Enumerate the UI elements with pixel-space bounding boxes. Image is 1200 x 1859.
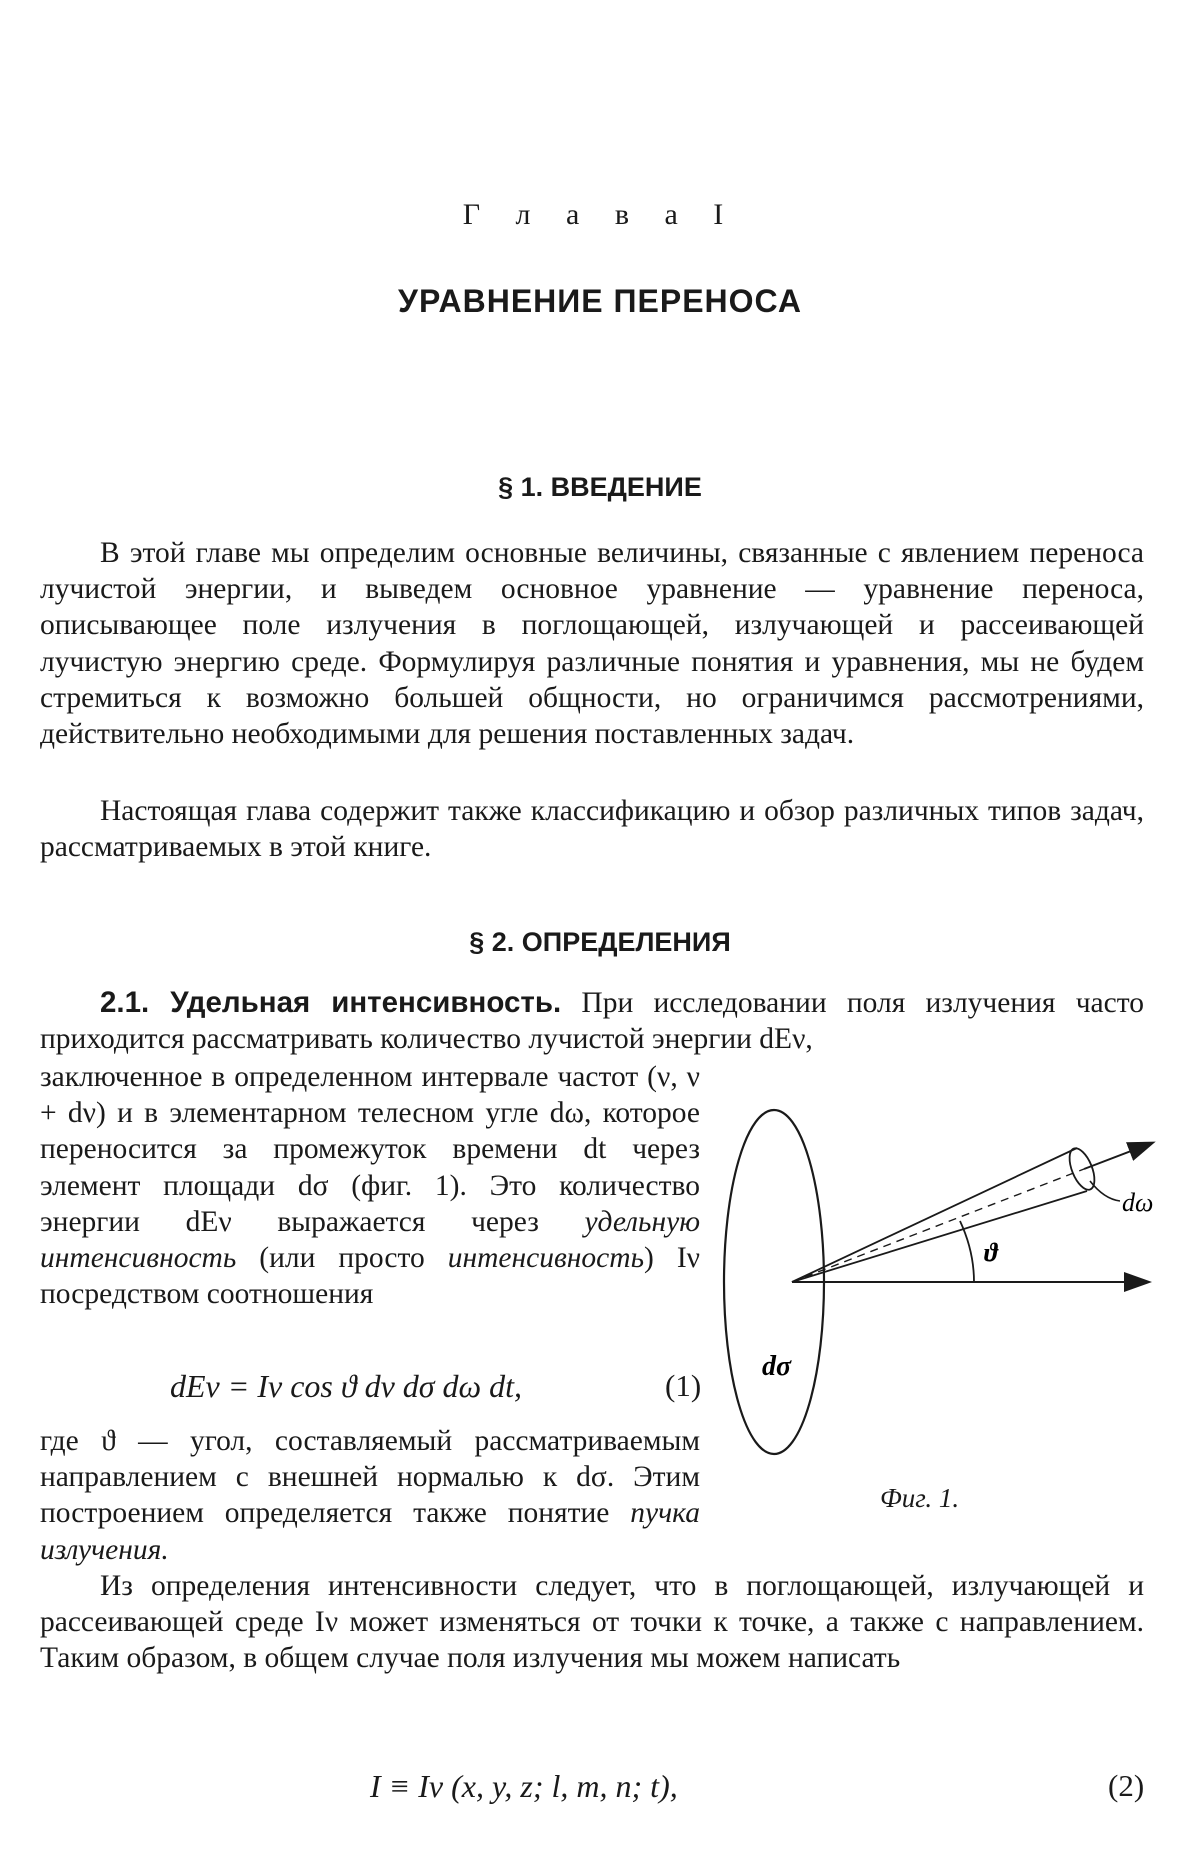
term-specific-intensity: удельную интенсивность xyxy=(40,1205,700,1275)
section-1-title: § 1. ВВЕДЕНИЕ xyxy=(498,472,702,502)
cone-axis xyxy=(792,1169,1084,1282)
direction-arrow xyxy=(1084,1143,1152,1169)
figure-1-diagram xyxy=(712,1085,1162,1470)
intro-paragraph: В этой главе мы определим основные величины, связанные с явлением переноса лучистой энергии, и выведем основное уравнение — уравнение переноса, описывающее поле излучения в поглощающей, излучающей и рассеивающей лучистую энергию среде. Формулируя различные понятия и уравнения, мы не будем стремиться к возможно большей общности, но ограничимся рассмотрениями, действительно необходимыми для решения поставленных задач. xyxy=(40,537,1144,751)
definition-paragraph xyxy=(40,985,1144,1057)
term-beam: пучка излучения. xyxy=(40,1497,700,1566)
angle-paragraph xyxy=(40,1423,700,1568)
definition-text-c: ) Iν посредством соотношения xyxy=(40,1242,700,1311)
equation-1-number: (1) xyxy=(665,1368,702,1403)
chapter-label: Г л а в а I xyxy=(462,198,738,231)
equation-2-number: (2) xyxy=(1108,1768,1145,1803)
equation-2: I ≡ Iν (x, y, z; l, m, n; t), xyxy=(370,1768,678,1804)
cone-edge-bottom xyxy=(792,1191,1087,1282)
subsection-heading: 2.1. Удельная интенсивность. xyxy=(100,986,562,1019)
definition-text-a: заключенное в определенном интервале частот (ν, ν + dν) и в элементарном телесном угле dω, которое переносится за промежуток времени dt через элемент площади dσ (фиг. 1). Это количество энергии dEν выражается через xyxy=(40,1061,700,1238)
domega-label: dω xyxy=(1122,1188,1154,1217)
term-intensity: интенсивность xyxy=(447,1242,645,1275)
definition-paragraph-wrap xyxy=(40,1059,700,1312)
equation-1: dEν = Iν cos ϑ dν dσ dω dt, xyxy=(170,1368,523,1404)
section-2-title: § 2. ОПРЕДЕЛЕНИЯ xyxy=(469,927,731,957)
intro-paragraph-2: Настоящая глава содержит также классификацию и обзор различных типов задач, рассматриваемых в этой книге. xyxy=(40,795,1144,864)
chapter-title: УРАВНЕНИЕ ПЕРЕНОСА xyxy=(398,283,802,319)
angle-text: где ϑ — угол, составляемый рассматриваемым направлением с внешней нормалью к dσ. Этим построением определяется также понятие xyxy=(40,1425,700,1530)
definition-text-start: При исследовании поля излучения часто приходится рассматривать количество лучистой энергии dEν, xyxy=(40,987,1144,1056)
cone-edge-top xyxy=(792,1148,1077,1282)
dsigma-label: dσ xyxy=(762,1351,792,1382)
closing-paragraph: Из определения интенсивности следует, что в поглощающей, излучающей и рассеивающей среде Iν может изменяться от точки к точке, а также с направлением. Таким образом, в общем случае поля излучения мы можем написать xyxy=(40,1570,1144,1675)
figure-caption: Фиг. 1. xyxy=(880,1483,960,1513)
theta-label: ϑ xyxy=(984,1238,998,1267)
definition-text-b: (или просто xyxy=(236,1242,448,1275)
